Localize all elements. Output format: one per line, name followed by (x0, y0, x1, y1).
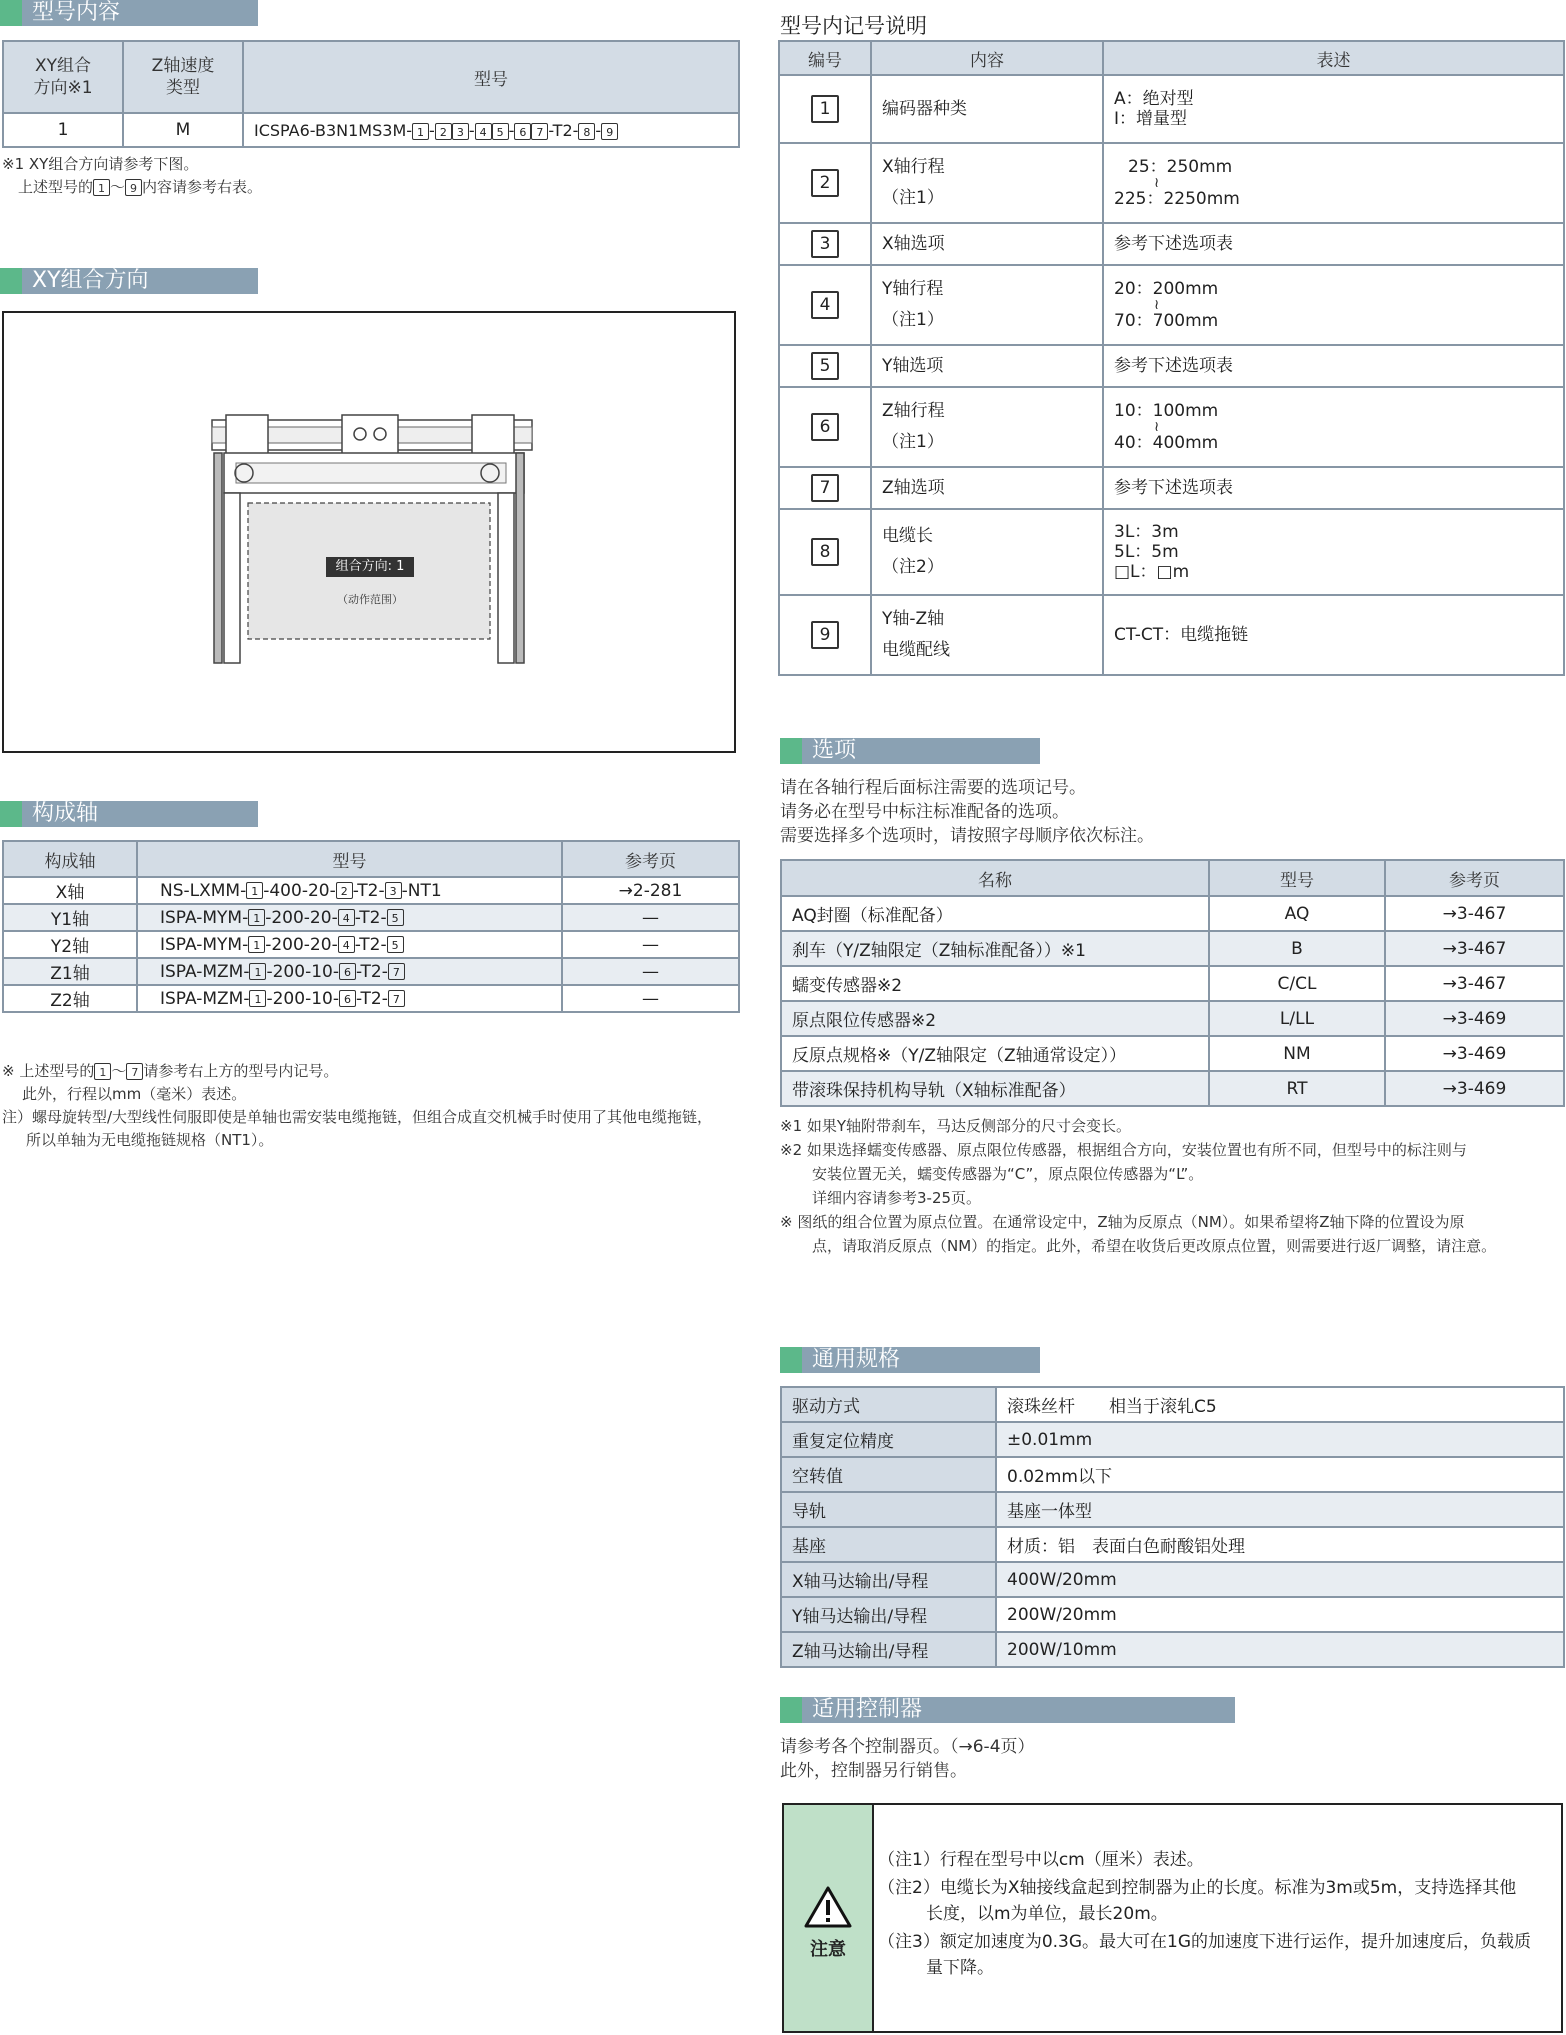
code-content: 电缆长 （注2） (871, 509, 1103, 595)
spec-label: X轴马达输出/导程 (781, 1562, 996, 1597)
code-row (779, 75, 1564, 143)
axes-model: NS-LXMM- 1 -400-20- 2 -T2- 3 -NT1 (137, 877, 562, 904)
section-model-content: 型号内容 (0, 0, 258, 26)
axes-note-1: ※ 上述型号的 1 ～ 7 请参考右上方的型号内记号。 (2, 1062, 339, 1080)
options-row (781, 1001, 1564, 1036)
options-row (781, 966, 1564, 1001)
code-content: Y轴选项 (871, 345, 1103, 387)
axes-page: — (562, 985, 739, 1012)
code-header-content: 内容 (871, 41, 1103, 75)
code-row (779, 467, 1564, 509)
spec-row (781, 1562, 1564, 1597)
axes-note-3: 注）螺母旋转型/大型线性伺服即使是单轴也需安装电缆拖链，但组合成直交机械手时使用了其他电缆拖链， (2, 1108, 713, 1126)
code-desc: 3L：3m 5L：5m □L：□m (1103, 509, 1564, 595)
spec-row (781, 1387, 1564, 1422)
options-note-5: ※ 图纸的组合位置为原点位置。在通常设定中，Z轴为反原点（NM）。如果希望将Z轴下降的位置设为原 (780, 1213, 1465, 1231)
axes-table (2, 840, 740, 1013)
spec-label: 重复定位精度 (781, 1422, 996, 1457)
warning-icon (803, 1885, 853, 1929)
option-code: L/LL (1209, 1001, 1385, 1036)
code-desc: 25：250mm ≀ 225：2250mm (1103, 143, 1564, 223)
option-page: →3-469 (1385, 1071, 1564, 1106)
code-desc: 参考下述选项表 (1103, 345, 1564, 387)
spec-value: 0.02mm以下 (996, 1457, 1564, 1492)
axes-model: ISPA-MYM- 1 -200-20- 4 -T2- 5 (137, 904, 562, 931)
option-code: B (1209, 931, 1385, 966)
code-table (778, 40, 1565, 676)
code-row (779, 223, 1564, 265)
cell-xy: 1 (3, 113, 123, 147)
axes-axis: Y1轴 (3, 904, 137, 931)
code-num: 7 (779, 467, 871, 509)
options-note-2: ※2 如果选择蠕变传感器、原点限位传感器，根据组合方向，安装位置也有所不同，但型号中的标注则与 (780, 1141, 1467, 1159)
options-row (781, 931, 1564, 966)
specs-table (780, 1386, 1565, 1668)
option-page: →3-467 (1385, 966, 1564, 1001)
option-code: NM (1209, 1036, 1385, 1071)
options-row (781, 1036, 1564, 1071)
code-content: 编码器种类 (871, 75, 1103, 143)
axes-header-page: 参考页 (562, 841, 739, 877)
options-intro-2: 请务必在型号中标注标准配备的选项。 (780, 802, 1069, 822)
caution-side (784, 1805, 874, 2031)
diagram-label: 组合方向: 1 (335, 559, 405, 574)
options-note-1: ※1 如果Y轴附带刹车，马达反侧部分的尺寸会变长。 (780, 1117, 1132, 1135)
header-xy: XY组合 方向※1 (3, 41, 123, 113)
options-note-6: 点，请取消反原点（NM）的指定。此外，希望在收货后更改原点位置，则需要进行返厂调整，请注意。 (812, 1237, 1497, 1255)
axes-model: ISPA-MZM- 1 -200-10- 6 -T2- 7 (137, 958, 562, 985)
spec-row (781, 1457, 1564, 1492)
code-num: 1 (779, 75, 871, 143)
section-specs: 通用规格 (780, 1347, 1040, 1373)
caution-note-1: （注1）行程在型号中以cm（厘米）表述。 (878, 1850, 1204, 1870)
header-z-speed: Z轴速度 类型 (123, 41, 243, 113)
options-intro-1: 请在各轴行程后面标注需要的选项记号。 (780, 778, 1086, 798)
axes-note-2: 此外，行程以mm（毫米）表述。 (22, 1085, 247, 1103)
code-num: 6 (779, 387, 871, 467)
option-page: →3-467 (1385, 896, 1564, 931)
code-row (779, 509, 1564, 595)
header-model: 型号 (243, 41, 739, 113)
cell-z: M (123, 113, 243, 147)
code-row (779, 143, 1564, 223)
section-xy-direction: XY组合方向 (0, 268, 258, 294)
option-page: →3-469 (1385, 1001, 1564, 1036)
cell-model-code: ICSPA6-B3N1MS3M- 1 - 2 3 - 4 5 - 6 7 -T2- 8 - 9 (243, 113, 739, 147)
spec-value: ±0.01mm (996, 1422, 1564, 1457)
code-num: 3 (779, 223, 871, 265)
axes-row (3, 904, 739, 931)
model-note-2: 上述型号的 1 ～ 9 内容请参考右表。 (18, 178, 263, 196)
option-code: AQ (1209, 896, 1385, 931)
axes-row (3, 877, 739, 904)
section-controller: 适用控制器 (780, 1697, 1235, 1723)
axes-row (3, 958, 739, 985)
axes-header-model: 型号 (137, 841, 562, 877)
options-table (780, 859, 1565, 1107)
spec-row (781, 1527, 1564, 1562)
options-header-code: 型号 (1209, 860, 1385, 896)
option-name: 蠕变传感器※2 (781, 966, 1209, 1001)
axes-row (3, 931, 739, 958)
option-name: 带滚珠保持机构导轨（X轴标准配备） (781, 1071, 1209, 1106)
code-num: 5 (779, 345, 871, 387)
option-name: AQ封圈（标准配备） (781, 896, 1209, 931)
caution-note-2: （注2）电缆长为X轴接线盒起到控制器为止的长度。标准为3m或5m，支持选择其他 (878, 1878, 1517, 1898)
code-desc: 20：200mm ≀ 70：700mm (1103, 265, 1564, 345)
options-header-page: 参考页 (1385, 860, 1564, 896)
code-row (779, 265, 1564, 345)
option-code: C/CL (1209, 966, 1385, 1001)
code-content: Y轴-Z轴 电缆配线 (871, 595, 1103, 675)
xy-robot-drawing (4, 313, 734, 751)
spec-row (781, 1492, 1564, 1527)
axes-page: — (562, 931, 739, 958)
options-intro-3: 需要选择多个选项时，请按照字母顺序依次标注。 (780, 826, 1154, 846)
code-row (779, 595, 1564, 675)
code-content: X轴选项 (871, 223, 1103, 265)
axes-row (3, 985, 739, 1012)
spec-row (781, 1597, 1564, 1632)
axes-model: ISPA-MYM- 1 -200-20- 4 -T2- 5 (137, 931, 562, 958)
spec-value: 400W/20mm (996, 1562, 1564, 1597)
spec-label: Y轴马达输出/导程 (781, 1597, 996, 1632)
code-desc: A：绝对型 I：增量型 (1103, 75, 1564, 143)
axes-axis: Z1轴 (3, 958, 137, 985)
axes-page: →2-281 (562, 877, 739, 904)
diagram-range-label: （动作范围） (337, 593, 403, 606)
xy-diagram-frame (2, 311, 736, 753)
option-page: →3-467 (1385, 931, 1564, 966)
options-header-name: 名称 (781, 860, 1209, 896)
code-explain-title: 型号内记号说明 (780, 14, 927, 38)
axes-page: — (562, 904, 739, 931)
spec-row (781, 1422, 1564, 1457)
code-content: X轴行程 （注1） (871, 143, 1103, 223)
caution-box (782, 1803, 1563, 2033)
option-name: 反原点规格※（Y/Z轴限定（Z轴通常设定）） (781, 1036, 1209, 1071)
options-row (781, 896, 1564, 931)
axes-page: — (562, 958, 739, 985)
spec-value: 滚珠丝杆 相当于滚轧C5 (996, 1387, 1564, 1422)
caution-label: 注意 (810, 1939, 846, 1960)
axes-axis: X轴 (3, 877, 137, 904)
spec-label: Z轴马达输出/导程 (781, 1632, 996, 1667)
options-note-3: 安装位置无关，蠕变传感器为“C”，原点限位传感器为“L”。 (812, 1165, 1204, 1183)
spec-label: 导轨 (781, 1492, 996, 1527)
code-desc: 参考下述选项表 (1103, 223, 1564, 265)
axes-note-4: 所以单轴为无电缆拖链规格（NT1）。 (26, 1131, 274, 1149)
code-desc: CT-CT：电缆拖链 (1103, 595, 1564, 675)
options-note-4: 详细内容请参考3-25页。 (812, 1189, 982, 1207)
section-options: 选项 (780, 738, 1040, 764)
code-row (779, 387, 1564, 467)
options-row (781, 1071, 1564, 1106)
code-content: Z轴行程 （注1） (871, 387, 1103, 467)
code-row (779, 345, 1564, 387)
code-content: Y轴行程 （注1） (871, 265, 1103, 345)
axes-axis: Y2轴 (3, 931, 137, 958)
axes-axis: Z2轴 (3, 985, 137, 1012)
spec-row (781, 1632, 1564, 1667)
code-num: 9 (779, 595, 871, 675)
code-content: Z轴选项 (871, 467, 1103, 509)
option-name: 原点限位传感器※2 (781, 1001, 1209, 1036)
spec-label: 空转值 (781, 1457, 996, 1492)
model-table (2, 40, 740, 148)
section-axes: 构成轴 (0, 801, 258, 827)
code-desc: 10：100mm ≀ 40：400mm (1103, 387, 1564, 467)
code-desc: 参考下述选项表 (1103, 467, 1564, 509)
code-header-num: 编号 (779, 41, 871, 75)
spec-value: 材质：铝 表面白色耐酸铝处理 (996, 1527, 1564, 1562)
option-name: 刹车（Y/Z轴限定（Z轴标准配备））※1 (781, 931, 1209, 966)
model-note-1: ※1 XY组合方向请参考下图。 (2, 155, 199, 173)
caution-note-3: 长度，以m为单位，最长20m。 (926, 1904, 1168, 1924)
code-num: 8 (779, 509, 871, 595)
axes-header-axis: 构成轴 (3, 841, 137, 877)
controller-text-2: 此外，控制器另行销售。 (780, 1761, 967, 1781)
spec-value: 200W/10mm (996, 1632, 1564, 1667)
caution-note-4: （注3）额定加速度为0.3G。最大可在1G的加速度下进行运作，提升加速度后，负载质 (878, 1932, 1532, 1952)
spec-label: 基座 (781, 1527, 996, 1562)
code-num: 4 (779, 265, 871, 345)
option-code: RT (1209, 1071, 1385, 1106)
code-num: 2 (779, 143, 871, 223)
spec-value: 基座一体型 (996, 1492, 1564, 1527)
controller-text-1: 请参考各个控制器页。（→6-4页） (780, 1737, 1035, 1757)
spec-label: 驱动方式 (781, 1387, 996, 1422)
code-header-desc: 表述 (1103, 41, 1564, 75)
axes-model: ISPA-MZM- 1 -200-10- 6 -T2- 7 (137, 985, 562, 1012)
option-page: →3-469 (1385, 1036, 1564, 1071)
spec-value: 200W/20mm (996, 1597, 1564, 1632)
caution-note-5: 量下降。 (926, 1958, 994, 1978)
